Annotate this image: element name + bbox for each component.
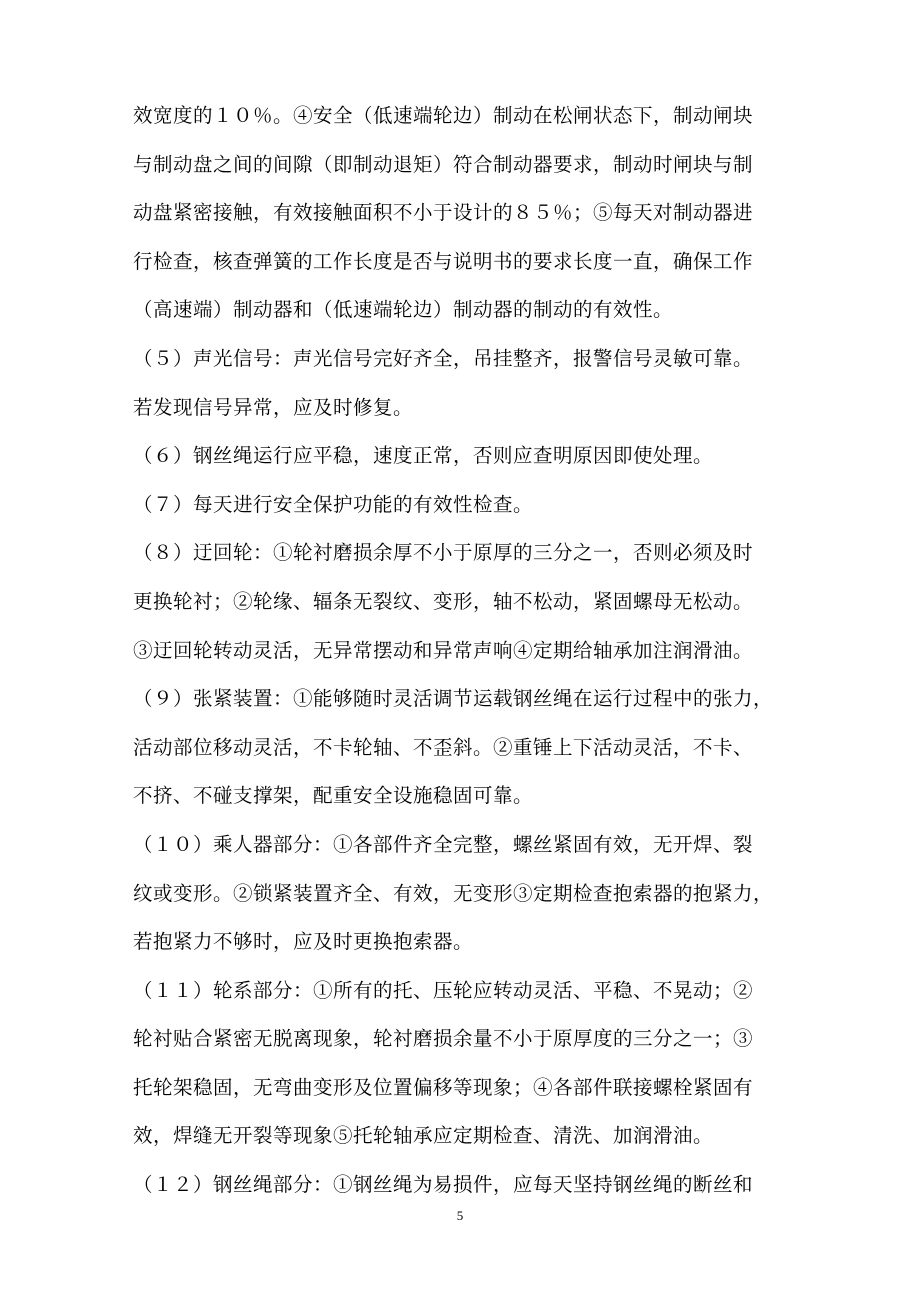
text-line: ③迂回轮转动灵活，无异常摆动和异常声响④定期给轴承加注润滑油。 bbox=[133, 638, 754, 662]
body-text bbox=[133, 92, 803, 1210]
text-line: （６）钢丝绳运行应平稳，速度正常，否则应查明原因即使处理。 bbox=[133, 444, 714, 468]
text-line: 托轮架稳固，无弯曲变形及位置偏移等现象；④各部件联接螺栓紧固有 bbox=[133, 1075, 754, 1099]
text-line: 效宽度的１０％。④安全（低速端轮边）制动在松闸状态下，制动闸块 bbox=[133, 104, 754, 127]
text-line: （８）迂回轮：①轮衬磨损余厚不小于原厚的三分之一，否则必须及时 bbox=[133, 541, 754, 565]
text-line: 行检查，核查弹簧的工作长度是否与说明书的要求长度一直，确保工作 bbox=[133, 249, 754, 273]
text-line: 活动部位移动灵活，不卡轮轴、不歪斜。②重锤上下活动灵活，不卡、 bbox=[133, 735, 754, 759]
text-line: （高速端）制动器和（低速端轮边）制动器的制动的有效性。 bbox=[133, 298, 674, 322]
text-line: 效，焊缝无开裂等现象⑤托轮轴承应定期检查、清洗、加润滑油。 bbox=[133, 1124, 714, 1148]
page-number: 5 bbox=[456, 1208, 464, 1223]
text-line: （９）张紧装置：①能够随时灵活调节运载钢丝绳在运行过程中的张力， bbox=[133, 687, 774, 711]
text-line: （１２）钢丝绳部分：①钢丝绳为易损件，应每天坚持钢丝绳的断丝和 bbox=[133, 1173, 754, 1197]
text-line: 不挤、不碰支撑架，配重安全设施稳固可靠。 bbox=[133, 784, 534, 808]
text-line: 若发现信号异常，应及时修复。 bbox=[133, 395, 414, 419]
text-line: （５）声光信号：声光信号完好齐全，吊挂整齐，报警信号灵敏可靠。 bbox=[133, 346, 754, 370]
text-line: 更换轮衬；②轮缘、辐条无裂纹、变形，轴不松动，紧固螺母无松动。 bbox=[133, 589, 754, 613]
text-line: （１０）乘人器部分：①各部件齐全完整，螺丝紧固有效，无开焊、裂 bbox=[133, 832, 754, 856]
text-line: 与制动盘之间的间隙（即制动退矩）符合制动器要求，制动时闸块与制 bbox=[133, 152, 754, 176]
text-line: （７）每天进行安全保护功能的有效性检查。 bbox=[133, 492, 534, 516]
text-line: 动盘紧密接触，有效接触面积不小于设计的８５％；⑤每天对制动器进 bbox=[133, 201, 754, 225]
text-line: 轮衬贴合紧密无脱离现象，轮衬磨损余量不小于原厚度的三分之一；③ bbox=[133, 1027, 754, 1051]
text-line: 若抱紧力不够时，应及时更换抱索器。 bbox=[133, 930, 474, 954]
text-line: （１１）轮系部分：①所有的托、压轮应转动灵活、平稳、不晃动；② bbox=[133, 978, 754, 1002]
text-line: 纹或变形。②锁紧装置齐全、有效，无变形③定期检查抱索器的抱紧力， bbox=[133, 881, 774, 905]
